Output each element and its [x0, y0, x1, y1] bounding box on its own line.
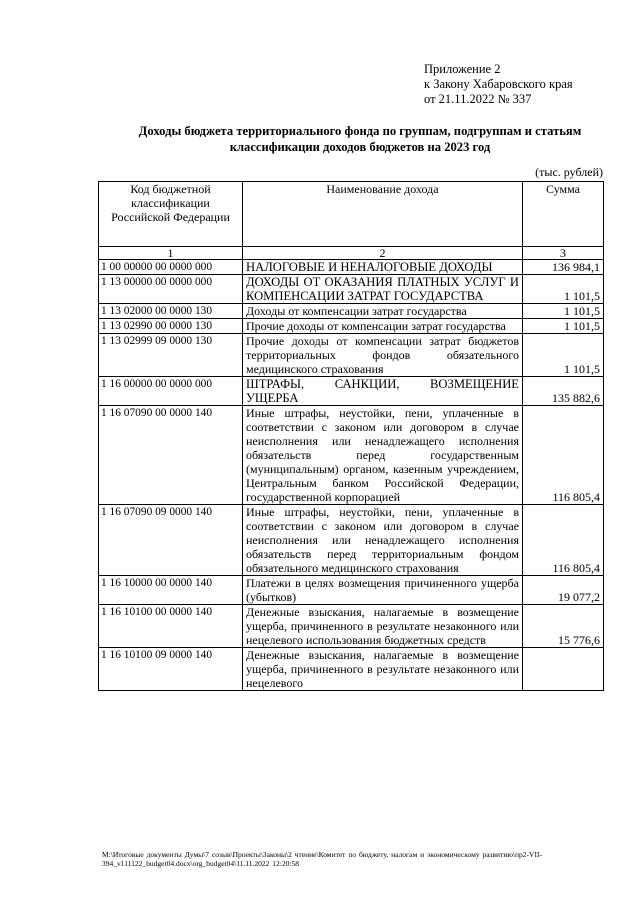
row-name: Доходы от компенсации затрат государства [243, 304, 523, 319]
column-number: 3 [523, 247, 604, 260]
header-code: Код бюджетной классификации Российской Федерации [99, 182, 243, 247]
table-row [99, 304, 604, 319]
document-title [100, 123, 620, 155]
table-row [99, 576, 604, 605]
row-code: 1 16 10000 00 0000 140 [99, 576, 243, 605]
row-sum: 135 882,6 [523, 377, 604, 406]
row-name: Денежные взыскания, налагаемые в возмещение ущерба, причиненного в результате незаконного или нецелевого [243, 648, 523, 691]
table-row [99, 260, 604, 275]
row-name: Прочие доходы от компенсации затрат бюджетов территориальных фондов обязательного медицинского страхования [243, 334, 523, 377]
row-sum: 1 101,5 [523, 275, 604, 304]
row-code: 1 13 02999 09 0000 130 [99, 334, 243, 377]
row-sum: 15 776,6 [523, 605, 604, 648]
table-row [99, 319, 604, 334]
column-numbers-row [99, 247, 604, 260]
header-sum: Сумма [523, 182, 604, 247]
document-title-line-2: классификации доходов бюджетов на 2023 год [229, 140, 491, 154]
table-row [99, 275, 604, 304]
column-number: 1 [99, 247, 243, 260]
appendix-number: Приложение 2 [424, 62, 501, 76]
row-sum: 116 805,4 [523, 406, 604, 505]
row-code: 1 16 10100 09 0000 140 [99, 648, 243, 691]
row-name: Платежи в целях возмещения причиненного ущерба (убытков) [243, 576, 523, 605]
row-sum: 1 101,5 [523, 304, 604, 319]
row-sum: 1 101,5 [523, 319, 604, 334]
row-sum: 19 077,2 [523, 576, 604, 605]
row-code: 1 16 07090 09 0000 140 [99, 505, 243, 576]
appendix-date: от 21.11.2022 № 337 [424, 92, 532, 106]
appendix-reference [424, 62, 573, 107]
file-path-footer: М:\Итоговые документы Думы\7 созыв\Проекты\Законы\2 чтение\Комитет по бюджету, налогам и экономическому развитию\пр2-VII-394_v111122_budget04.docx\org_budget04\11.11.2022 12:20:58 [102, 850, 542, 868]
row-code: 1 16 10100 00 0000 140 [99, 605, 243, 648]
header-name: Наименование дохода [243, 182, 523, 247]
table-header-row [99, 182, 604, 247]
row-code: 1 16 07090 00 0000 140 [99, 406, 243, 505]
row-sum: 136 984,1 [523, 260, 604, 275]
row-name: Иные штрафы, неустойки, пени, уплаченные в соответствии с законом или договором в случае неисполнения или ненадлежащего исполнения обязательств перед государственным (муниципальным) органом, казенным учреждением, Центральным банком Российской Федерации, государственной корпорацией [243, 406, 523, 505]
table-row [99, 377, 604, 406]
row-sum [523, 648, 604, 691]
column-number: 2 [243, 247, 523, 260]
row-name: ШТРАФЫ, САНКЦИИ, ВОЗМЕЩЕНИЕ УЩЕРБА [243, 377, 523, 406]
table-row [99, 648, 604, 691]
row-code: 1 13 02990 00 0000 130 [99, 319, 243, 334]
row-name: Иные штрафы, неустойки, пени, уплаченные в соответствии с законом или договором в случае неисполнения или ненадлежащего исполнения обязательств перед территориальным фондом обязательного медицинского страхования [243, 505, 523, 576]
row-name: Денежные взыскания, налагаемые в возмещение ущерба, причиненного в результате незаконного или нецелевого использования бюджетных средств [243, 605, 523, 648]
row-name: Прочие доходы от компенсации затрат государства [243, 319, 523, 334]
document-title-line-1: Доходы бюджета территориального фонда по группам, подгруппам и статьям [138, 124, 582, 138]
row-code: 1 00 00000 00 0000 000 [99, 260, 243, 275]
row-name: НАЛОГОВЫЕ И НЕНАЛОГОВЫЕ ДОХОДЫ [243, 260, 523, 275]
row-sum: 116 805,4 [523, 505, 604, 576]
table-row [99, 605, 604, 648]
budget-table [98, 181, 604, 691]
appendix-law: к Закону Хабаровского края [424, 77, 573, 91]
table-row [99, 406, 604, 505]
table-row [99, 505, 604, 576]
row-code: 1 13 02000 00 0000 130 [99, 304, 243, 319]
row-code: 1 13 00000 00 0000 000 [99, 275, 243, 304]
units-label: (тыс. рублей) [535, 165, 603, 179]
row-sum: 1 101,5 [523, 334, 604, 377]
row-code: 1 16 00000 00 0000 000 [99, 377, 243, 406]
table-row [99, 334, 604, 377]
row-name: ДОХОДЫ ОТ ОКАЗАНИЯ ПЛАТНЫХ УСЛУГ И КОМПЕНСАЦИИ ЗАТРАТ ГОСУДАРСТВА [243, 275, 523, 304]
